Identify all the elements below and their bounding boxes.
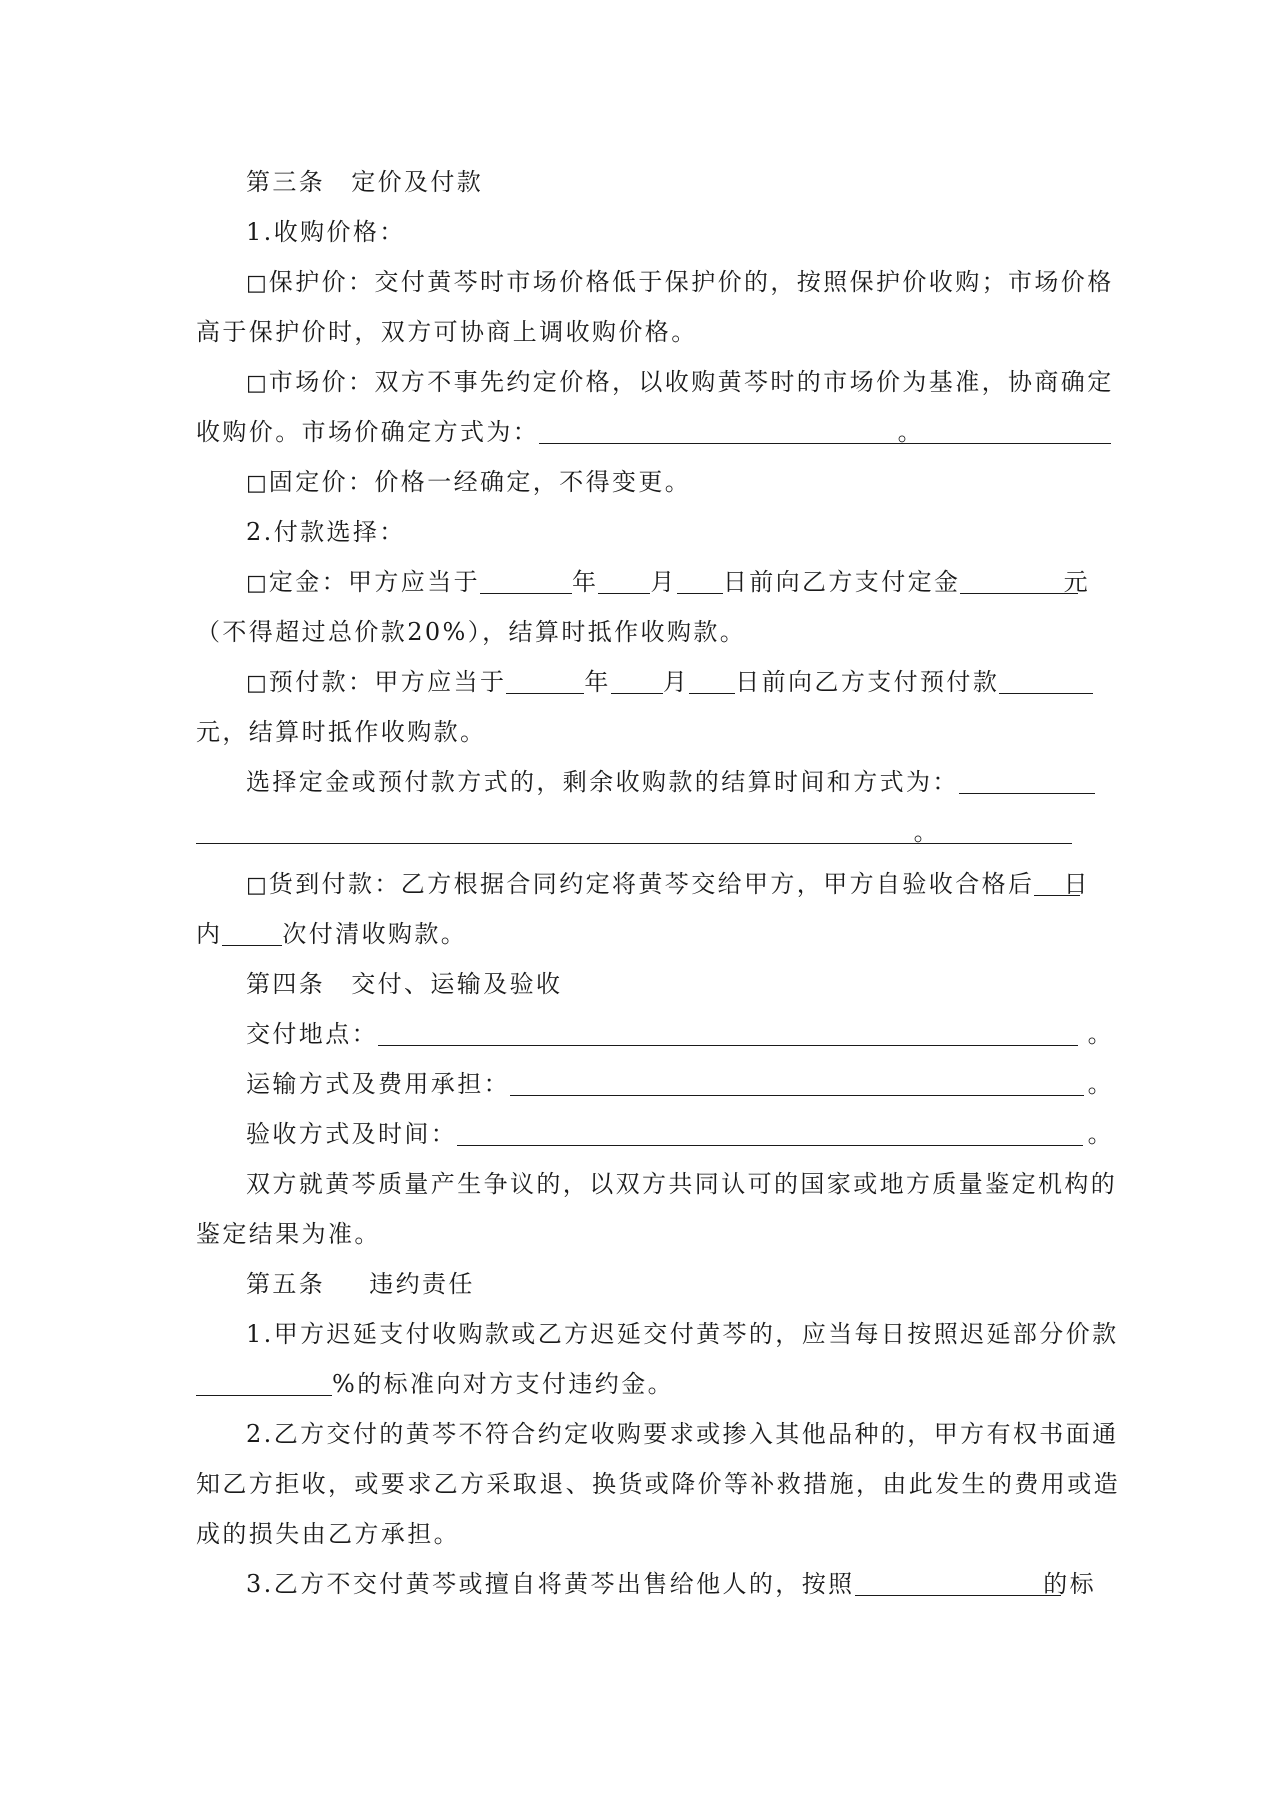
cod-line1 bbox=[246, 866, 1090, 902]
deposit-checkbox[interactable]: □ bbox=[246, 571, 267, 596]
liability-2-line1: 2.乙方交付的黄芩不符合约定收购要求或掺入其他品种的，甲方有权书面通 bbox=[246, 1420, 1119, 1448]
period: 。 bbox=[1087, 1070, 1114, 1098]
deposit-month-blank[interactable] bbox=[598, 567, 650, 594]
advance-label: 预付款：甲方应当于 bbox=[268, 668, 507, 696]
fixed-price-line bbox=[246, 464, 1090, 500]
advance-month-blank[interactable] bbox=[611, 667, 663, 694]
market-price-checkbox[interactable]: □ bbox=[246, 371, 267, 396]
protect-price-text: 保护价：交付黄芩时市场价格低于保护价的，按照保护价收购；市场价格 bbox=[268, 268, 1114, 296]
cod-text-2: 次付清收购款。 bbox=[282, 920, 468, 948]
month-label: 月 bbox=[662, 668, 690, 696]
purchase-price-title: 1.收购价格： bbox=[246, 218, 406, 246]
month-label: 月 bbox=[650, 568, 677, 596]
liability-3-blank[interactable] bbox=[855, 1569, 1061, 1596]
transport-line bbox=[246, 1066, 1114, 1102]
penalty-rate-text: %的标准向对方支付违约金。 bbox=[332, 1370, 675, 1398]
article-4-title: 交付、运输及验收 bbox=[351, 970, 563, 998]
period: 。 bbox=[1087, 1020, 1114, 1048]
transport-blank[interactable] bbox=[510, 1069, 1084, 1096]
market-price-line2 bbox=[196, 414, 1090, 450]
cod-checkbox[interactable]: □ bbox=[246, 873, 267, 898]
remaining-label: 选择定金或预付款方式的，剩余收购款的结算时间和方式为： bbox=[246, 768, 959, 796]
dispute-line1: 双方就黄芩质量产生争议的，以双方共同认可的国家或地方质量鉴定机构的 bbox=[246, 1170, 1118, 1198]
deposit-line2: （不得超过总价款20%），结算时抵作收购款。 bbox=[196, 618, 747, 646]
inspection-blank[interactable] bbox=[457, 1119, 1083, 1146]
market-price-method-blank[interactable] bbox=[539, 417, 1111, 444]
remaining-line1 bbox=[246, 764, 1090, 800]
period: 。 bbox=[897, 418, 924, 446]
remaining-line2 bbox=[196, 814, 1090, 850]
market-price-method-label: 收购价。市场价确定方式为： bbox=[196, 418, 540, 446]
inspection-line bbox=[246, 1116, 1114, 1152]
delivery-place-label: 交付地点： bbox=[246, 1020, 378, 1048]
year-label: 年 bbox=[572, 568, 599, 596]
deposit-year-blank[interactable] bbox=[480, 567, 572, 594]
liability-2-line3: 成的损失由乙方承担。 bbox=[196, 1520, 460, 1548]
liability-1-line1: 1.甲方迟延支付收购款或乙方迟延交付黄芩的，应当每日按照迟延部分价款 bbox=[246, 1320, 1119, 1348]
day-label: 日 bbox=[1063, 870, 1090, 898]
period: 。 bbox=[1087, 1120, 1114, 1148]
article-4-number: 第四条 bbox=[246, 970, 326, 998]
remaining-blank-2[interactable] bbox=[196, 817, 1072, 844]
penalty-rate-blank[interactable] bbox=[196, 1369, 332, 1396]
deposit-pay-label: 日前向乙方支付定金 bbox=[722, 568, 961, 596]
fixed-price-text: 固定价：价格一经确定，不得变更。 bbox=[268, 468, 692, 496]
advance-checkbox[interactable]: □ bbox=[246, 671, 267, 696]
delivery-place-blank[interactable] bbox=[378, 1019, 1078, 1046]
liability-3-text: 3.乙方不交付黄芩或擅自将黄芩出售给他人的，按照 bbox=[246, 1570, 855, 1598]
yuan-label: 元 bbox=[1063, 568, 1090, 596]
cod-text: 货到付款：乙方根据合同约定将黄芩交给甲方，甲方自验收合格后 bbox=[268, 870, 1035, 898]
advance-line2: 元，结算时抵作收购款。 bbox=[196, 718, 487, 746]
period: 。 bbox=[913, 818, 940, 846]
payment-choice-title: 2.付款选择： bbox=[246, 518, 406, 546]
article-5-title: 违约责任 bbox=[369, 1270, 475, 1298]
liability-1-line2 bbox=[196, 1366, 1090, 1402]
advance-line1 bbox=[246, 664, 1090, 700]
delivery-place-line bbox=[246, 1016, 1114, 1052]
liability-3-tail: 的标 bbox=[1043, 1570, 1096, 1598]
liability-3-line1 bbox=[246, 1566, 1096, 1602]
transport-label: 运输方式及费用承担： bbox=[246, 1070, 510, 1098]
advance-amount-blank[interactable] bbox=[999, 667, 1093, 694]
year-label: 年 bbox=[584, 668, 611, 696]
advance-year-blank[interactable] bbox=[506, 667, 584, 694]
liability-2-line2: 知乙方拒收，或要求乙方采取退、换货或降价等补救措施，由此发生的费用或造 bbox=[196, 1470, 1120, 1498]
article-3-number: 第三条 bbox=[246, 168, 326, 196]
deposit-line1 bbox=[246, 564, 1090, 600]
article-3-heading bbox=[246, 164, 1090, 200]
article-4-heading bbox=[246, 966, 1090, 1002]
deposit-label: 定金：甲方应当于 bbox=[268, 568, 480, 596]
article-5-number: 第五条 bbox=[246, 1270, 326, 1298]
protect-price-line1 bbox=[246, 264, 1114, 300]
fixed-price-checkbox[interactable]: □ bbox=[246, 471, 267, 496]
deposit-amount-blank[interactable] bbox=[960, 567, 1078, 594]
article-3-title: 定价及付款 bbox=[351, 168, 484, 196]
market-price-line1 bbox=[246, 364, 1114, 400]
advance-day-blank[interactable] bbox=[689, 667, 735, 694]
within-label: 内 bbox=[196, 920, 223, 948]
deposit-day-blank[interactable] bbox=[677, 567, 723, 594]
dispute-line2: 鉴定结果为准。 bbox=[196, 1220, 381, 1248]
protect-price-line2: 高于保护价时，双方可协商上调收购价格。 bbox=[196, 318, 698, 346]
cod-times-blank[interactable] bbox=[222, 919, 282, 946]
market-price-text: 市场价：双方不事先约定价格，以收购黄芩时的市场价为基准，协商确定 bbox=[268, 368, 1114, 396]
protect-price-checkbox[interactable]: □ bbox=[246, 271, 267, 296]
advance-pay-label: 日前向乙方支付预付款 bbox=[735, 668, 1000, 696]
inspection-label: 验收方式及时间： bbox=[246, 1120, 458, 1148]
remaining-blank-1[interactable] bbox=[959, 767, 1095, 794]
cod-line2 bbox=[196, 916, 1090, 952]
article-5-heading bbox=[246, 1266, 1090, 1302]
